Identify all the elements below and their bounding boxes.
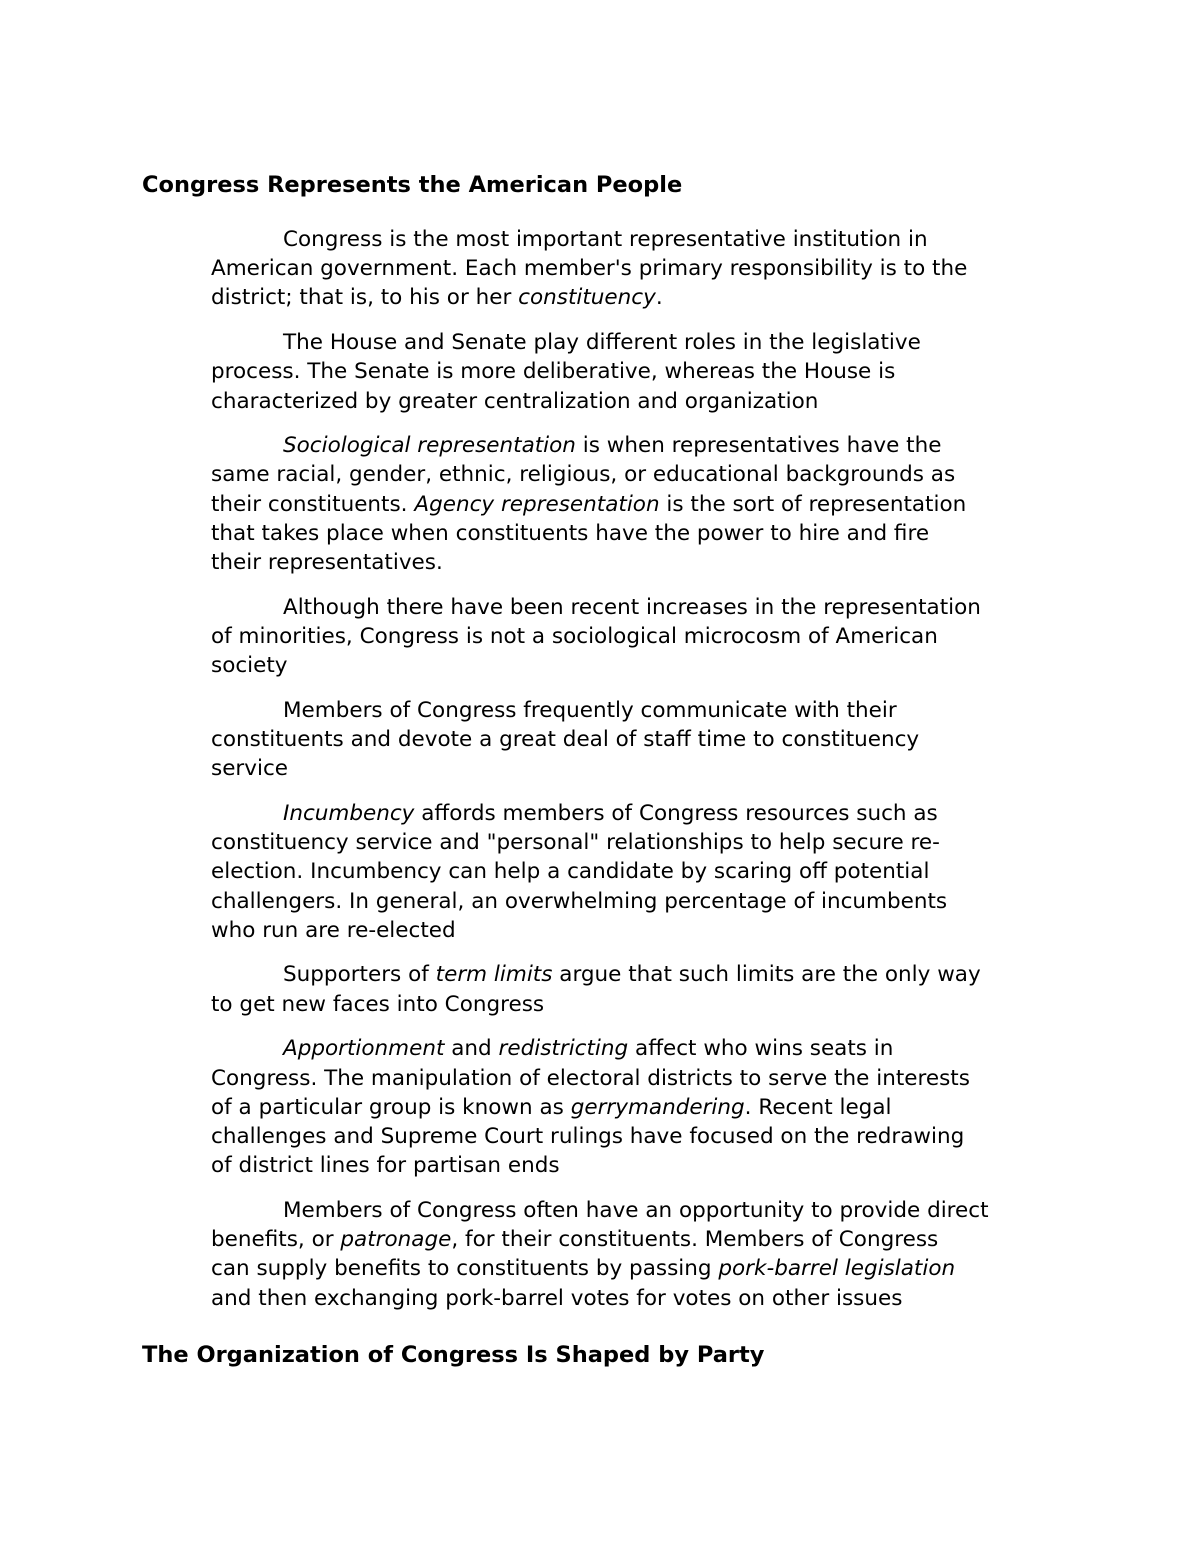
text-run: Members of Congress frequently communicate with their xyxy=(283,697,897,723)
paragraph xyxy=(211,431,1071,577)
text-run: . Recent legal xyxy=(744,1094,892,1120)
text-run: of a particular group is known as xyxy=(211,1094,571,1120)
paragraph xyxy=(211,593,1071,681)
emphasized-term: Sociological representation xyxy=(283,433,576,459)
text-run: their constituents. xyxy=(211,491,415,517)
emphasized-term: Apportionment xyxy=(283,1036,445,1062)
emphasized-term: term limits xyxy=(435,962,553,988)
text-run: district; that is, to his or her xyxy=(211,285,519,311)
text-run: of minorities, Congress is not a sociological microcosm of American xyxy=(211,623,938,649)
text-run: is the sort of representation xyxy=(659,491,967,517)
text-run: and xyxy=(444,1036,499,1062)
text-run: is when representatives have the xyxy=(575,433,942,459)
paragraph xyxy=(211,799,1071,945)
text-run: Although there have been recent increases in the representation xyxy=(283,594,981,620)
text-run: service xyxy=(211,756,289,782)
emphasized-term: pork-barrel legislation xyxy=(718,1256,956,1282)
text-run: argue that such limits are the only way xyxy=(552,962,981,988)
emphasized-term: patronage xyxy=(340,1227,452,1253)
text-run: Congress is the most important representative institution in xyxy=(283,227,928,252)
text-run: election. Incumbency can help a candidate by scaring off potential xyxy=(211,859,930,885)
text-run: affect who wins seats in xyxy=(628,1036,894,1062)
text-run: process. The Senate is more deliberative, whereas the House is xyxy=(211,359,896,385)
paragraph xyxy=(211,1196,1071,1313)
text-run: characterized by greater centralization and organization xyxy=(211,388,819,414)
text-run: of district lines for partisan ends xyxy=(211,1153,560,1179)
emphasized-term: Agency representation xyxy=(414,491,660,517)
text-run: to get new faces into Congress xyxy=(211,991,545,1017)
text-run: Supporters of xyxy=(283,962,436,988)
text-run: Members of Congress often have an opportunity to provide direct xyxy=(283,1197,989,1223)
text-run: affords members of Congress resources such as xyxy=(414,800,938,826)
text-run: who run are re-elected xyxy=(211,917,456,943)
paragraph xyxy=(211,328,1071,416)
text-run: benefits, or xyxy=(211,1227,341,1253)
emphasized-term: Incumbency xyxy=(283,800,415,826)
section-heading: The Organization of Congress Is Shaped by Party xyxy=(142,1342,765,1368)
text-run: constituents and devote a great deal of staff time to constituency xyxy=(211,727,920,753)
text-run: same racial, gender, ethnic, religious, or educational backgrounds as xyxy=(211,462,956,488)
emphasized-term: gerrymandering xyxy=(570,1094,745,1120)
text-run: Congress. The manipulation of electoral districts to serve the interests xyxy=(211,1065,970,1091)
text-run: that takes place when constituents have the power to hire and fire xyxy=(211,520,930,546)
text-run: The House and Senate play different roles in the legislative xyxy=(283,330,921,356)
text-run: challenges and Supreme Court rulings have focused on the redrawing xyxy=(211,1123,965,1149)
text-run: , for their constituents. Members of Congress xyxy=(451,1227,939,1253)
emphasized-term: constituency xyxy=(518,285,656,311)
text-run: their representatives. xyxy=(211,550,443,576)
text-run: constituency service and "personal" relationships to help secure re- xyxy=(211,830,940,856)
paragraph xyxy=(211,1034,1071,1180)
emphasized-term: redistricting xyxy=(498,1036,629,1062)
text-run: challengers. In general, an overwhelming percentage of incumbents xyxy=(211,888,948,914)
document-body xyxy=(211,225,1071,1328)
paragraph xyxy=(211,960,1071,1018)
paragraph xyxy=(211,225,1071,313)
text-run: and then exchanging pork-barrel votes for votes on other issues xyxy=(211,1285,903,1311)
section-heading: Congress Represents the American People xyxy=(142,172,683,198)
text-run: . xyxy=(655,285,663,311)
text-run: American government. Each member's primary responsibility is to the xyxy=(211,256,968,282)
text-run: can supply benefits to constituents by passing xyxy=(211,1256,719,1282)
text-run: society xyxy=(211,653,288,679)
paragraph xyxy=(211,696,1071,784)
